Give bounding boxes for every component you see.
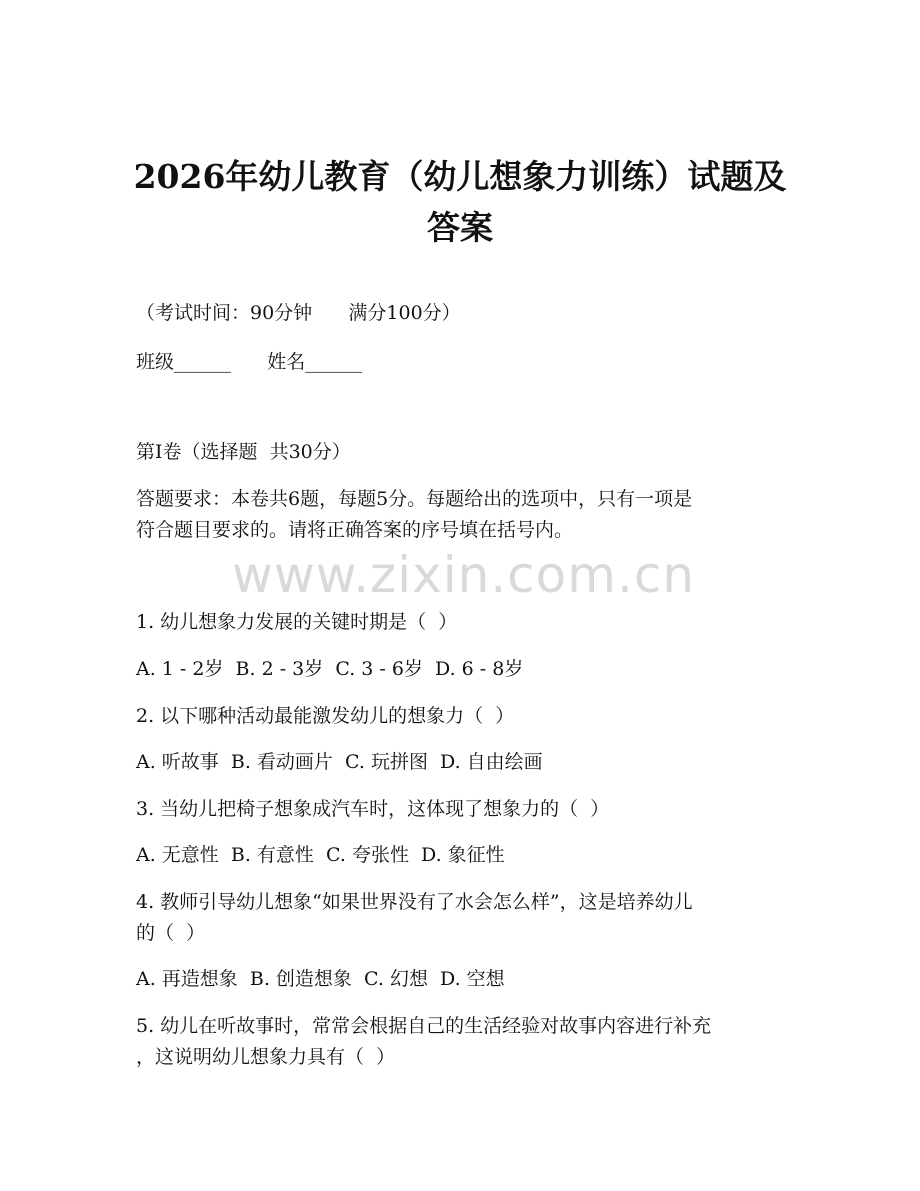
watermark: www.zixin.com.cn (232, 546, 696, 604)
question-4-stem-line-2: 的（ ） (136, 922, 206, 944)
section-heading: 第I卷（选择题 共30分） (136, 441, 351, 463)
question-1-stem: 1. 幼儿想象力发展的关键时期是（ ） (136, 611, 458, 633)
question-5-stem-line-2: ，这说明幼儿想象力具有（ ） (136, 1046, 396, 1068)
document-title-line-1: 2026年幼儿教育（幼儿想象力训练）试题及 (133, 157, 787, 196)
question-3-stem: 3. 当幼儿把椅子想象成汽车时，这体现了想象力的（ ） (136, 798, 610, 820)
class-name-fields: 班级______ 姓名______ (136, 351, 363, 373)
document-title-line-2: 答案 (427, 208, 493, 247)
question-4-stem-line-1: 4. 教师引导幼儿想象“如果世界没有了水会怎么样”，这是培养幼儿 (136, 891, 693, 913)
question-3-options: A. 无意性 B. 有意性 C. 夸张性 D. 象征性 (136, 844, 505, 866)
instructions-line-1: 答题要求：本卷共6题，每题5分。每题给出的选项中，只有一项是 (136, 488, 693, 510)
question-1-options: A. 1 - 2岁 B. 2 - 3岁 C. 3 - 6岁 D. 6 - 8岁 (136, 658, 524, 680)
question-2-stem: 2. 以下哪种活动最能激发幼儿的想象力（ ） (136, 705, 515, 727)
question-5-stem-line-1: 5. 幼儿在听故事时，常常会根据自己的生活经验对故事内容进行补充 (136, 1015, 712, 1037)
question-2-options: A. 听故事 B. 看动画片 C. 玩拼图 D. 自由绘画 (136, 751, 543, 773)
exam-info: （考试时间：90分钟 满分100分） (136, 302, 461, 324)
question-4-options: A. 再造想象 B. 创造想象 C. 幻想 D. 空想 (136, 968, 505, 990)
instructions-line-2: 符合题目要求的。请将正确答案的序号填在括号内。 (136, 519, 574, 541)
